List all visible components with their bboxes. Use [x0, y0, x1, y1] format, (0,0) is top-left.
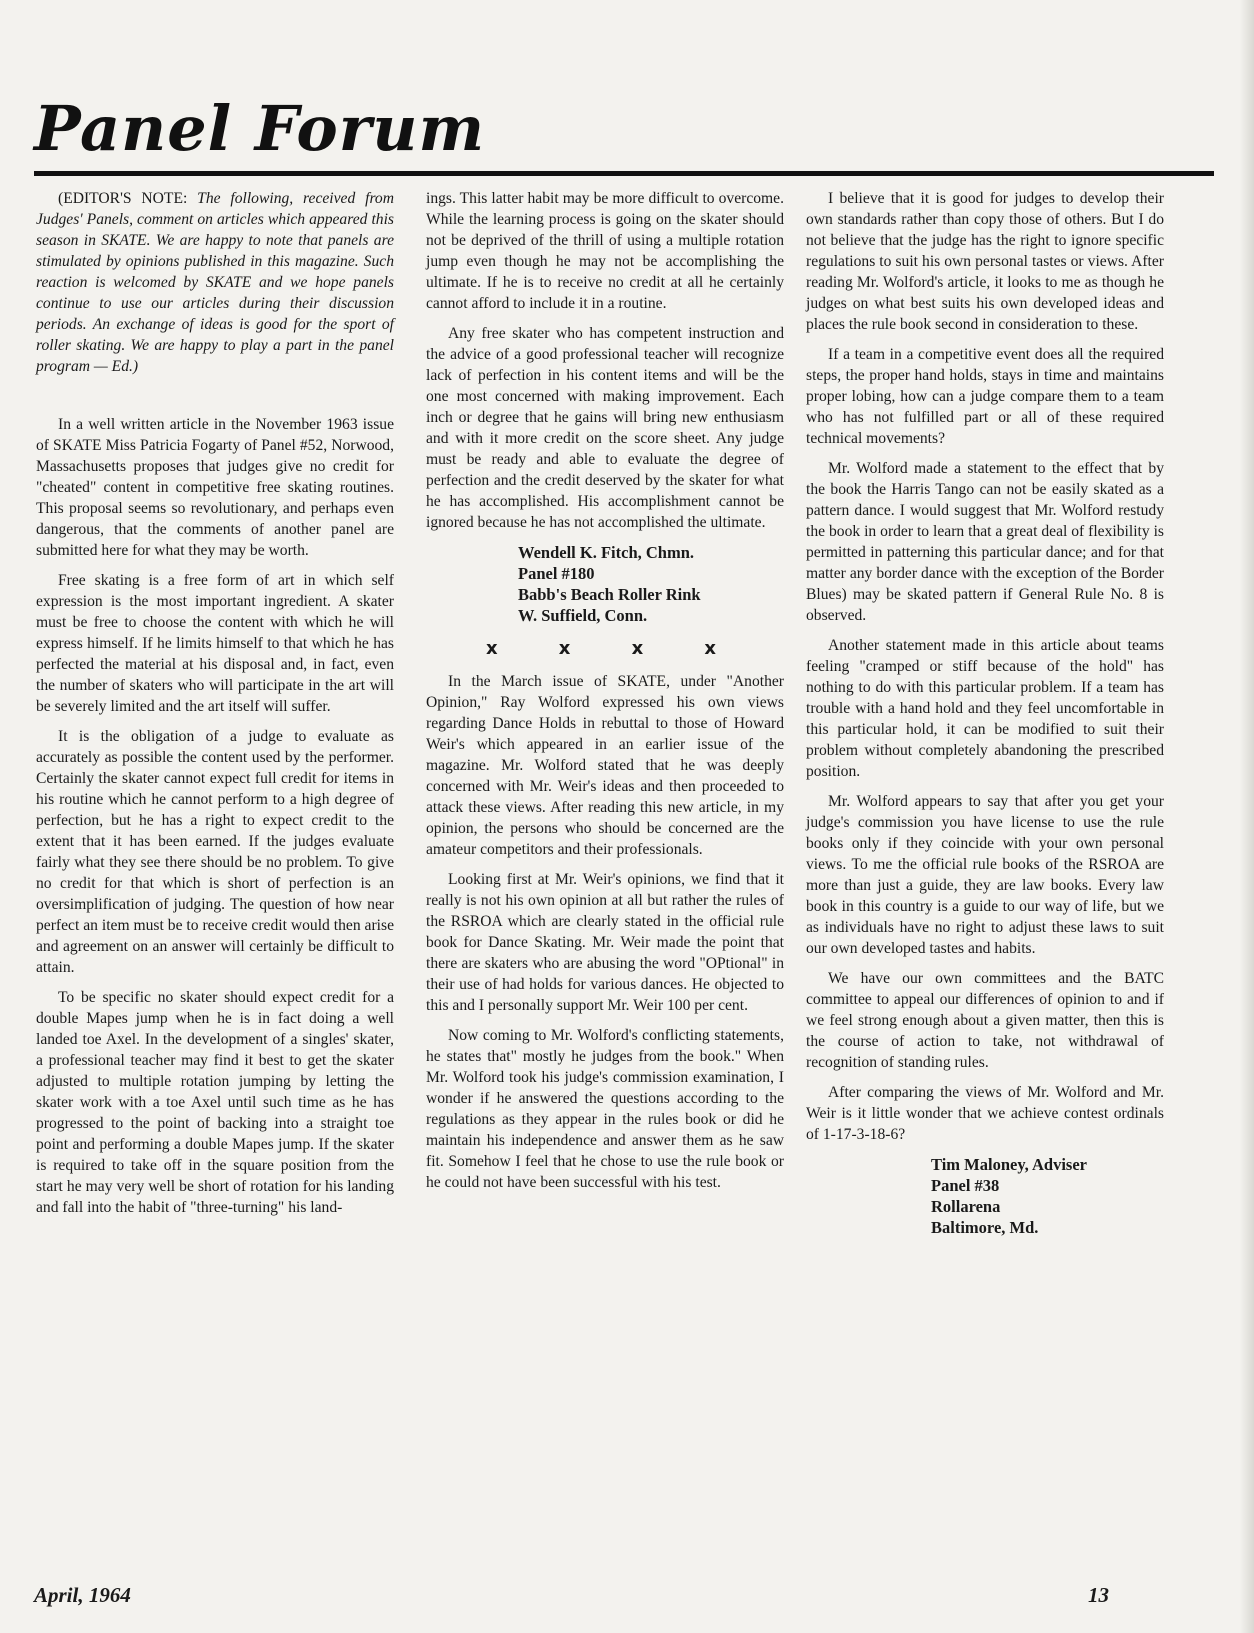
signature-fitch: [426, 542, 784, 626]
signature-line: Panel #38: [931, 1176, 1000, 1195]
issue-date: April, 1964: [34, 1583, 131, 1607]
paragraph: Mr. Wolford made a statement to the effect that by the book the Harris Tango can not be easily skated as a pattern dance. I would suggest that Mr. Wolford restudy the book in order to learn that a great deal of flexibility is permitted in patterning this particular dance; and for that matter any border dance with the exception of the Border Blues) may be skated pattern if General Rule No. 8 is observed.: [806, 460, 1164, 624]
column-1: [36, 188, 394, 1227]
signature-line: Wendell K. Fitch, Chmn.: [518, 543, 695, 562]
page-title: Panel Forum: [34, 92, 486, 165]
signature-line: W. Suffield, Conn.: [518, 606, 648, 625]
signature-line: Babb's Beach Roller Rink: [518, 585, 701, 604]
paragraph: To be specific no skater should expect credit for a double Mapes jump when he is in fact doing a well landed toe Axel. In the development of a singles' skater, a professional teacher may find it best to get the skater adjusted to multiple rotation jumping by letting the skater work with a toe Axel until such time as he has progressed to the point of backing into a straight toe point and performing a double Mapes jump. If the skater is required to take off in the square position from the start he may very well be short of rotation for his landing and fall into the habit of "three-turning" his land-: [36, 989, 394, 1216]
paragraph: In the March issue of SKATE, under "Another Opinion," Ray Wolford expressed his own views regarding Dance Holds in rebuttal to those of Howard Weir's which appeared in an earlier issue of the magazine. Mr. Wolford stated that he was deeply concerned with Mr. Weir's ideas and then proceeded to attack these views. After reading this new article, in my opinion, the persons who should be concerned are the amateur competitors and their professionals.: [426, 673, 784, 858]
title-rule: [34, 171, 1214, 176]
paragraph: Any free skater who has competent instruction and the advice of a good professional teacher will recognize lack of perfection in his content items and will be the one most concerned with making improvement. Each inch or degree that he gains will bring new enthusiasm and with it more credit on the score sheet. Any judge must be ready and able to evaluate the degree of perfection and the credit deserved by the skater for what he has accomplished. His accomplishment cannot be ignored because he has not accomplished the ultimate.: [426, 325, 784, 531]
spacer: [36, 386, 394, 414]
signature-maloney: [806, 1154, 1164, 1238]
paragraph: It is the obligation of a judge to evaluate as accurately as possible the content used by the performer. Certainly the skater cannot expect full credit for items in his routine which he cannot perform to a high degree of perfection, but he has a right to expect credit to the extent that it has been earned. If the judges evaluate fairly what they see there should be no problem. To give no credit for that which is short of perfection is an oversimplification of judging. The question of how near perfect an item must be to receive credit would then arise and agreement on an answer will certainly be difficult to attain.: [36, 728, 394, 976]
section-separator: [486, 638, 716, 659]
signature-line: Panel #180: [518, 564, 595, 583]
paragraph: In a well written article in the November 1963 issue of SKATE Miss Patricia Fogarty of Panel #52, Norwood, Massachusetts proposes that judges give no credit for "cheated" content in competitive free skating routines. This proposal seems so revolutionary, and perhaps even dangerous, that the comments of another panel are submitted here for what they may be worth.: [36, 416, 394, 559]
paragraph: ings. This latter habit may be more difficult to overcome. While the learning process is going on the skater should not be deprived of the thrill of using a multiple rotation jump even though he may not be accomplishing the ultimate. If he is to receive no credit at all he certainly cannot afford to include it in a routine.: [426, 190, 784, 312]
separator-mark: x: [704, 638, 716, 659]
paragraph: Looking first at Mr. Weir's opinions, we find that it really is not his own opinion at all but rather the rules of the RSROA which are clearly stated in the official rule book for Dance Skating. Mr. Weir made the point that there are skaters who are abusing the word "OPtional" in their use of had holds for various dances. He objected to this and I personally support Mr. Weir 100 per cent.: [426, 871, 784, 1014]
editor-note-text: The following, received from Judges' Panels, comment on articles which appeared this season in SKATE. We are happy to note that panels are stimulated by opinions published in this magazine. Such reaction is welcomed by SKATE and we hope panels continue to use our articles during their discussion periods. An exchange of ideas is good for the sport of roller skating. We are happy to play a part in the panel program — Ed.): [36, 190, 394, 375]
editor-note: [36, 188, 394, 377]
paragraph: If a team in a competitive event does all the required steps, the proper hand holds, stays in time and maintains proper lobing, how can a judge compare them to a team who has not fulfilled part or all of these required technical movements?: [806, 346, 1164, 447]
page-edge-shadow: [1240, 0, 1254, 1633]
signature-line: Rollarena: [931, 1197, 1001, 1216]
signature-line: Tim Maloney, Adviser: [931, 1155, 1087, 1174]
paragraph: We have our own committees and the BATC committee to appeal our differences of opinion to and if we feel strong enough about a given matter, then this is the course of action to take, not withdrawal of recognition of standing rules.: [806, 970, 1164, 1071]
separator-mark: x: [486, 638, 498, 659]
paragraph: Another statement made in this article about teams feeling "cramped or stiff because of the hold" has nothing to do with this particular problem. If a team has trouble with a hand hold and they feel uncomfortable in this particular hold, it can be modified to suit their problem without completely abandoning the prescribed position.: [806, 637, 1164, 780]
paragraph: I believe that it is good for judges to develop their own standards rather than copy those of others. But I do not believe that the judge has the right to ignore specific regulations to suit his own personal tastes or views. After reading Mr. Wolford's article, it looks to me as though he judges on what best suits his own developed ideas and places the rule book second in consideration to these.: [806, 190, 1164, 333]
column-3: [806, 188, 1164, 1250]
separator-mark: x: [631, 638, 644, 659]
paragraph: Now coming to Mr. Wolford's conflicting statements, he states that" mostly he judges from the book." When Mr. Wolford took his judge's commission examination, I wonder if he answered the questions according to the regulations as they appear in the rules book or did he maintain his independence and answer them as he saw fit. Somehow I feel that he chose to use the rule book or he could not have been successful with his test.: [426, 1027, 784, 1191]
signature-line: Baltimore, Md.: [931, 1218, 1039, 1237]
separator-mark: x: [558, 638, 571, 659]
column-2: [426, 188, 784, 1202]
paragraph: Free skating is a free form of art in which self expression is the most important ingredient. A skater must be free to choose the content with which he will express himself. If he limits himself to that which he has perfected the material at his disposal and, in fact, even the number of skaters who will participate in the art will be severely limited and the art itself will suffer.: [36, 572, 394, 715]
editor-note-lead: (EDITOR'S NOTE:: [58, 190, 198, 207]
paragraph: After comparing the views of Mr. Wolford and Mr. Weir is it little wonder that we achieve contest ordinals of 1-17-3-18-6?: [806, 1084, 1164, 1143]
page-number: 13: [1088, 1583, 1109, 1607]
paragraph: Mr. Wolford appears to say that after you get your judge's commission you have license to use the rule books only if they coincide with your own personal views. To me the official rule books of the RSROA are more than just a guide, they are law books. Every law book in this country is a guide to our way of life, but we as individuals have no right to adjust these laws to suit our own developed tastes and habits.: [806, 793, 1164, 957]
